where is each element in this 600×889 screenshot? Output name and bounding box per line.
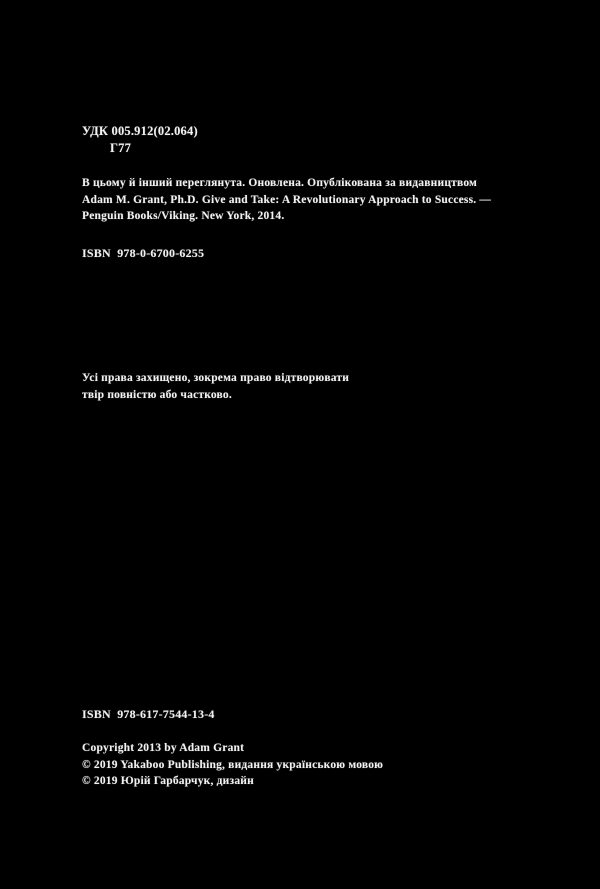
- copyright-block: [82, 740, 502, 790]
- rights-statement: [82, 370, 482, 404]
- copyright-line-3: © 2019 Юрій Гарбарчук, дизайн: [82, 775, 254, 787]
- isbn-edition-text: ISBN 978-617-7544-13-4: [82, 707, 215, 721]
- biblio-line-3: Penguin Books/Viking. New York, 2014.: [82, 210, 285, 222]
- isbn-original-text: ISBN 978-0-6700-6255: [82, 246, 205, 260]
- copyright-line-2: © 2019 Yakaboo Publishing, видання українською мовою: [82, 758, 384, 771]
- udc-subcode: Г77: [110, 141, 132, 155]
- udc-code-block: [82, 123, 198, 157]
- rights-line-2: твір повністю або частково.: [82, 389, 232, 401]
- isbn-edition: [82, 706, 215, 722]
- biblio-line-1: В цьому й інший переглянута. Оновлена. Опублікована за видавництвом: [82, 177, 478, 189]
- rights-line-1: Усі права захищено, зокрема право відтворювати: [82, 372, 350, 384]
- copyright-line-1: Copyright 2013 by Adam Grant: [82, 742, 245, 754]
- isbn-original: [82, 245, 204, 261]
- bibliographic-description: [82, 175, 502, 225]
- biblio-line-2: Adam M. Grant, Ph.D. Give and Take: A Revolutionary Approach to Success. —: [82, 193, 492, 206]
- udc-code: УДК 005.912(02.064): [82, 124, 198, 138]
